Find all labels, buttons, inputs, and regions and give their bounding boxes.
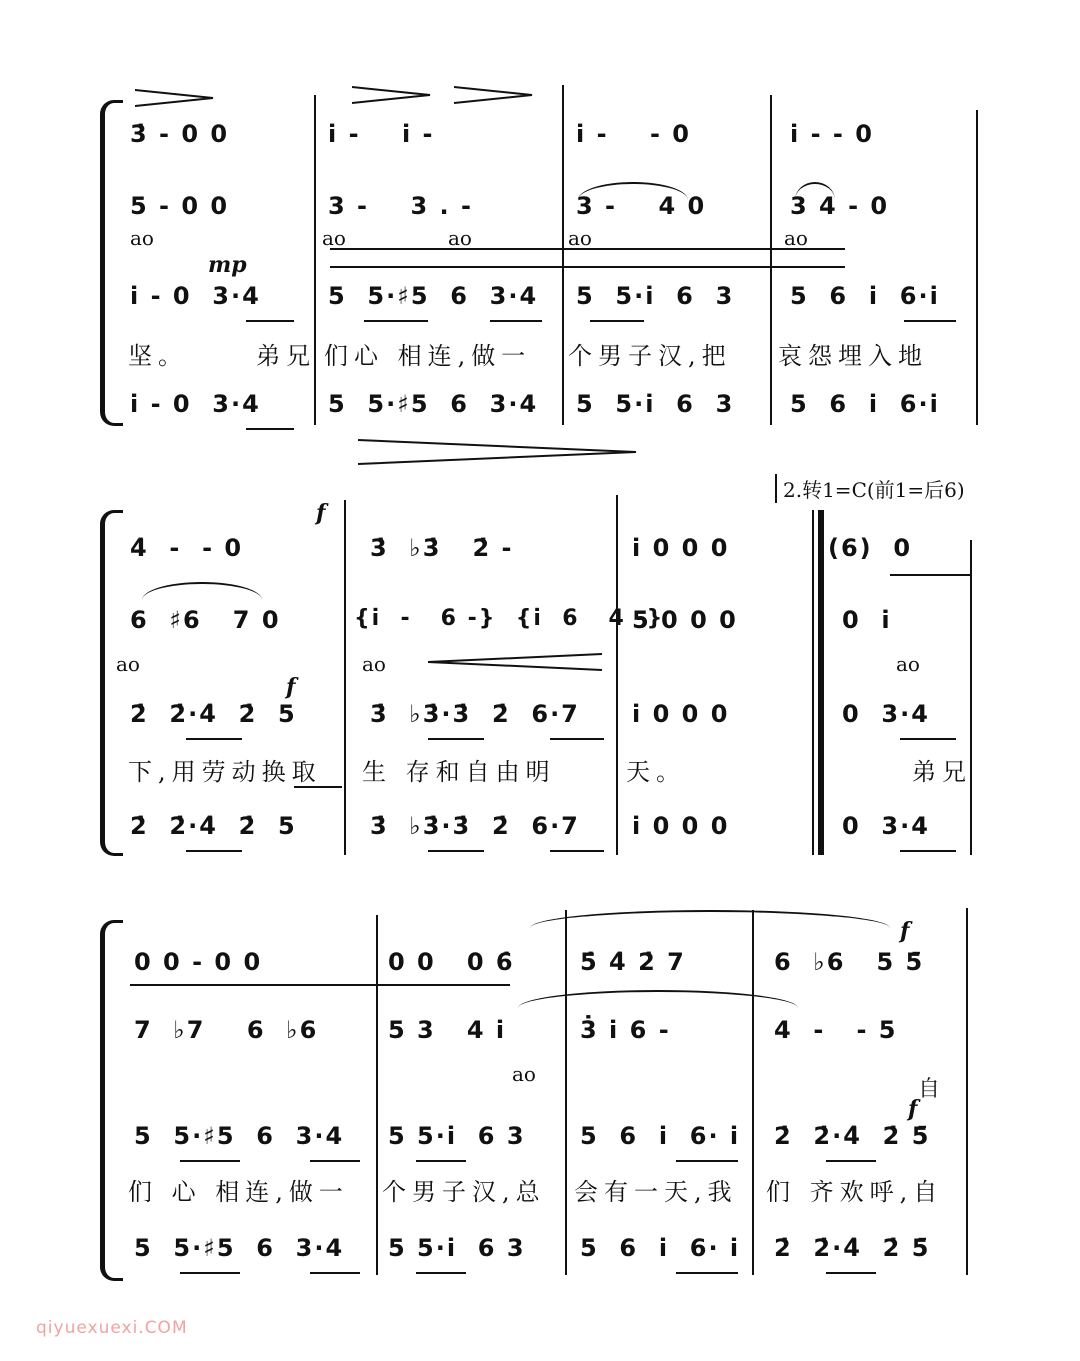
measure: 5 5·i̇ 6 3 xyxy=(388,1234,526,1262)
lyric-measure: 哀怨埋入地 xyxy=(778,342,928,370)
slur xyxy=(530,910,890,928)
measure: 5 5·i̇ 6 3 xyxy=(576,282,735,310)
measure: 5 5·i̇ 6 3 xyxy=(388,1122,526,1150)
measure: 5 3 4 i̇ xyxy=(388,1016,507,1044)
measure: 3 - 4 0 xyxy=(576,192,707,220)
vocal-syllable: ao xyxy=(896,652,920,676)
beam xyxy=(186,738,242,740)
lyric-measure: 们心 相连,做一 xyxy=(324,342,532,370)
lyric-row xyxy=(128,336,978,376)
measure: i̇ 0 0 0 xyxy=(632,534,730,562)
lyric-row xyxy=(128,752,978,792)
system-brace xyxy=(100,920,123,1281)
measure: {i̇ - 6 -} {i̇ 6 4 -} xyxy=(354,606,665,631)
vocal-syllable: ao xyxy=(448,226,472,250)
system-brace xyxy=(100,100,123,426)
beam xyxy=(186,850,242,852)
measure: 5 6 i̇ 6·i̇ xyxy=(790,390,940,418)
measure: 0 3·4 xyxy=(842,700,930,728)
measure: 2̇ 2̇·4̇ 2̇ 5̄ xyxy=(774,1122,931,1150)
extension-line xyxy=(130,984,510,986)
staff-row-alto xyxy=(128,606,978,646)
vocal-syllable: ao xyxy=(512,1062,536,1086)
measure: 5 5·i̇ 6 3 xyxy=(576,390,735,418)
accent-hairpin xyxy=(352,85,432,105)
measure: 5 6 i̇ 6·i̇ xyxy=(790,282,940,310)
vocal-syllable: ao xyxy=(568,226,592,250)
measure: i̇ - i̇ - xyxy=(328,120,435,148)
dynamic-marking: f xyxy=(900,918,910,944)
slur xyxy=(142,582,262,600)
staff-row-soprano xyxy=(128,534,978,574)
lyric-measure: 坚。 弟兄 xyxy=(128,342,317,370)
measure: 0 0 0 6̇ xyxy=(388,948,515,976)
dynamic-marking: f xyxy=(908,1096,918,1122)
lyric-measure: 个男子汉,把 xyxy=(568,342,732,370)
accent-hairpin xyxy=(454,85,534,105)
beam xyxy=(550,738,604,740)
system-brace xyxy=(100,510,123,856)
measure: 3 - 3 . - xyxy=(328,192,473,220)
vocal-syllable: ao xyxy=(362,652,386,676)
beam xyxy=(428,738,484,740)
measure: i̇ - 0 3·4 xyxy=(130,390,261,418)
staff-row-alto xyxy=(128,192,978,232)
beam xyxy=(900,850,956,852)
dynamic-marking: mp xyxy=(208,252,247,278)
beam xyxy=(904,320,956,322)
dynamic-marking: f xyxy=(286,674,296,700)
beam xyxy=(246,428,294,430)
beam xyxy=(310,1160,360,1162)
measure: 3̇ ♭3̇·3̇ 2̇ 6·7 xyxy=(370,812,580,840)
lyric-measure: 下,用劳动换取 xyxy=(128,758,322,786)
measure: 5 5·♯5 6 3·4 xyxy=(134,1234,345,1262)
measure: 2̇ 2̇·4̇ 2̇ 5 xyxy=(130,812,297,840)
barline xyxy=(970,540,972,855)
lyric-measure: 们 心 相连,做一 xyxy=(128,1178,349,1206)
measure: i̇ - - 0 xyxy=(790,120,874,148)
beam xyxy=(676,1160,738,1162)
staff-row-soprano xyxy=(128,120,978,160)
extension-line xyxy=(890,574,970,576)
measure: 2̇ 2̇·4̇ 2̇ 5 xyxy=(130,700,297,728)
beam xyxy=(428,850,484,852)
staff-row-bass xyxy=(128,1234,978,1274)
measure: 5 6 i̇ 6· i̇ xyxy=(580,1122,741,1150)
measure: 3 4 - 0 xyxy=(790,192,890,220)
beam xyxy=(364,320,428,322)
lyric-measure: 个男子汉,总 xyxy=(382,1178,546,1206)
lyric-row xyxy=(128,1172,978,1212)
measure: 3̇ ♭3̇ 2̇ - xyxy=(370,534,514,562)
staff-row-soprano xyxy=(128,948,978,988)
decrescendo-hairpin xyxy=(358,438,638,466)
measure: 7 ♭7 6 ♭6 xyxy=(134,1016,319,1044)
beam xyxy=(180,1272,240,1274)
measure: 3̇ i̇ 6 - xyxy=(580,1016,671,1044)
staff-row-tenor xyxy=(128,1122,978,1162)
measure: 5̇ 4̇ 2̇ 7 xyxy=(580,948,686,976)
measure: 5 0 0 0 xyxy=(632,606,738,634)
slur xyxy=(518,990,798,1008)
vocal-syllable: ao xyxy=(130,226,154,250)
site-watermark: qiyuexuexi.COM xyxy=(36,1318,188,1338)
measure: 0 0 - 0 0 xyxy=(134,948,263,976)
lyric-measure: 弟兄 xyxy=(912,758,972,786)
measure: 5 - 0 0 xyxy=(130,192,230,220)
vocal-syllable: ao xyxy=(322,226,346,250)
measure: 3̇ ♭3̇·3̇ 2̇ 6·7 xyxy=(370,700,580,728)
measure: i̇ 0 0 0 xyxy=(632,812,730,840)
measure: (6) 0 xyxy=(828,534,913,562)
measure: 2̇ 2̇·4̇ 2̇ 5̄ xyxy=(774,1234,931,1262)
measure: 0 i̇ xyxy=(842,606,892,634)
beam xyxy=(416,1160,466,1162)
accent-hairpin xyxy=(135,88,215,108)
beam xyxy=(180,1160,240,1162)
staff-row-tenor xyxy=(128,700,978,740)
staff-row-bass xyxy=(128,812,978,852)
beam xyxy=(826,1160,876,1162)
lyric-measure: 生 存和自由明 xyxy=(362,758,556,786)
lyric-underline xyxy=(294,786,342,788)
crescendo-hairpin xyxy=(428,652,604,672)
measure: 3̇ - 0 0 xyxy=(130,120,230,148)
beam xyxy=(310,1272,360,1274)
beam xyxy=(900,738,956,740)
measure: i̇ - - 0 xyxy=(576,120,691,148)
measure: 4̇ - - 0 xyxy=(130,534,244,562)
vocal-syllable: ao xyxy=(784,226,808,250)
staff-row-bass xyxy=(128,390,978,430)
lyric-measure: 天。 xyxy=(626,758,686,786)
extension-line xyxy=(330,266,845,268)
measure: 6 ♭6 5 5̄ xyxy=(774,948,925,976)
measure: 4 - - 5 xyxy=(774,1016,898,1044)
beam xyxy=(490,320,542,322)
dynamic-marking: f xyxy=(316,500,326,526)
measure: 5 5·♯5 6 3·4 xyxy=(328,390,539,418)
vocal-syllable: ao xyxy=(116,652,140,676)
lyric-measure: 们 齐欢呼,自 xyxy=(766,1178,944,1206)
lyric-syllable: 自 xyxy=(918,1077,941,1102)
beam xyxy=(550,850,604,852)
measure: 0 3·4 xyxy=(842,812,930,840)
lyric-measure: 会有一天,我 xyxy=(574,1178,738,1206)
extension-line xyxy=(330,248,845,250)
measure: i̇ 0 0 0 xyxy=(632,700,730,728)
measure: i̇ - 0 3·4 xyxy=(130,282,261,310)
measure: 6 ♯6 7 0 xyxy=(130,606,281,634)
beam xyxy=(590,320,644,322)
measure: 5 5·♯5 6 3·4 xyxy=(328,282,539,310)
staff-row-alto xyxy=(128,1016,978,1056)
key-change-label: 2.转1=C(前1=后6) xyxy=(775,474,965,503)
beam xyxy=(826,1272,876,1274)
beam xyxy=(416,1272,466,1274)
staff-row-tenor xyxy=(128,282,978,322)
beam xyxy=(676,1272,738,1274)
measure: 5 6 i̇ 6· i̇ xyxy=(580,1234,741,1262)
beam xyxy=(246,320,294,322)
measure: 5 5·♯5 6 3·4 xyxy=(134,1122,345,1150)
